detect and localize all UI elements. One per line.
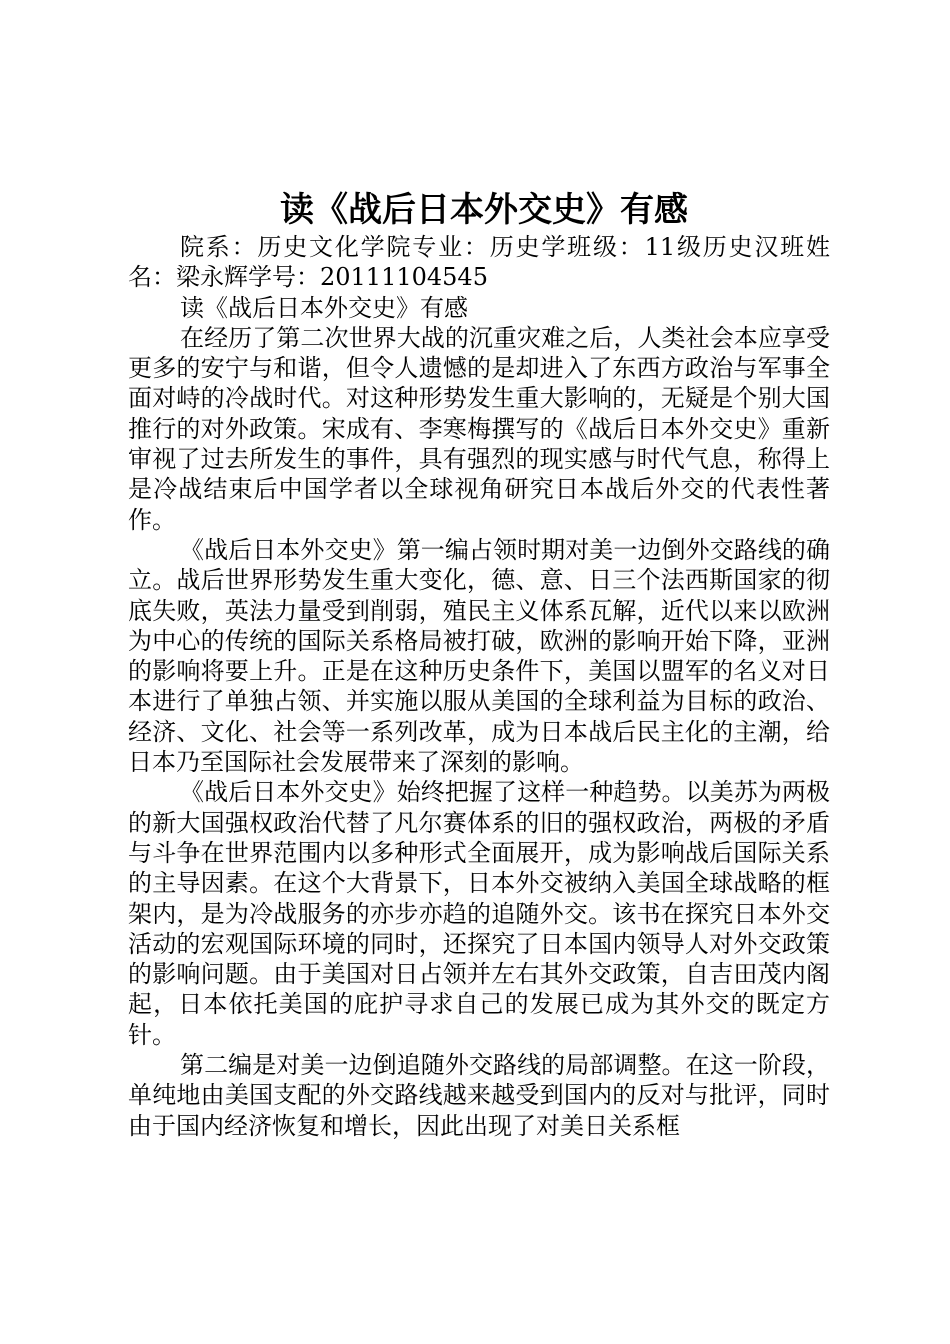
article-subtitle: 读《战后日本外交史》有感 bbox=[180, 293, 468, 322]
document-body bbox=[128, 188, 830, 1141]
body-paragraph: 在经历了第二次世界大战的沉重灾难之后，人类社会本应享受更多的安宁与和谐，但令人遗憾的是却进入了东西方政治与军事全面对峙的冷战时代。对这种形势发生重大影响的，无疑是个别大国推行的对外政策。宋成有、李寒梅撰写的《战后日本外交史》重新审视了过去所发生的事件，具有强烈的现实感与时代气息，称得上是冷战结束后中国学者以全球视角研究日本战后外交的代表性著作。 bbox=[128, 323, 830, 534]
body-paragraph: 《战后日本外交史》第一编占领时期对美一边倒外交路线的确立。战后世界形势发生重大变化，德、意、日三个法西斯国家的彻底失败，英法力量受到削弱，殖民主义体系瓦解，近代以来以欧洲为中心的传统的国际关系格局被打破，欧洲的影响开始下降，亚洲的影响将要上升。正是在这种历史条件下，美国以盟军的名义对日本进行了单独占领、并实施以服从美国的全球利益为目标的政治、经济、文化、社会等一系列改革，成为日本战后民主化的主潮，给日本乃至国际社会发展带来了深刻的影响。 bbox=[128, 535, 830, 777]
document-title: 读《战后日本外交史》有感 bbox=[280, 190, 688, 230]
body-paragraph: 《战后日本外交史》始终把握了这样一种趋势。以美苏为两极的新大国强权政治代替了凡尔赛体系的旧的强权政治，两极的矛盾与斗争在世界范围内以多种形式全面展开，成为影响战后国际关系的主导因素。在这个大背景下，日本外交被纳入美国全球战略的框架内，是为冷战服务的亦步亦趋的追随外交。该书在探究日本外交活动的宏观国际环境的同时，还探究了日本国内领导人对外交政策的影响问题。由于美国对日占领并左右其外交政策，自吉田茂内阁起，日本依托美国的庇护寻求自己的发展已成为其外交的既定方针。 bbox=[128, 778, 830, 1049]
body-paragraph: 第二编是对美一边倒追随外交路线的局部调整。在这一阶段，单纯地由美国支配的外交路线越来越受到国内的反对与批评，同时由于国内经济恢复和增长，因此出现了对美日关系框 bbox=[128, 1051, 830, 1140]
author-info-paragraph: 院系：历史文化学院专业：历史学班级：11级历史汉班姓名：梁永辉学号：20111104545 bbox=[128, 233, 830, 292]
